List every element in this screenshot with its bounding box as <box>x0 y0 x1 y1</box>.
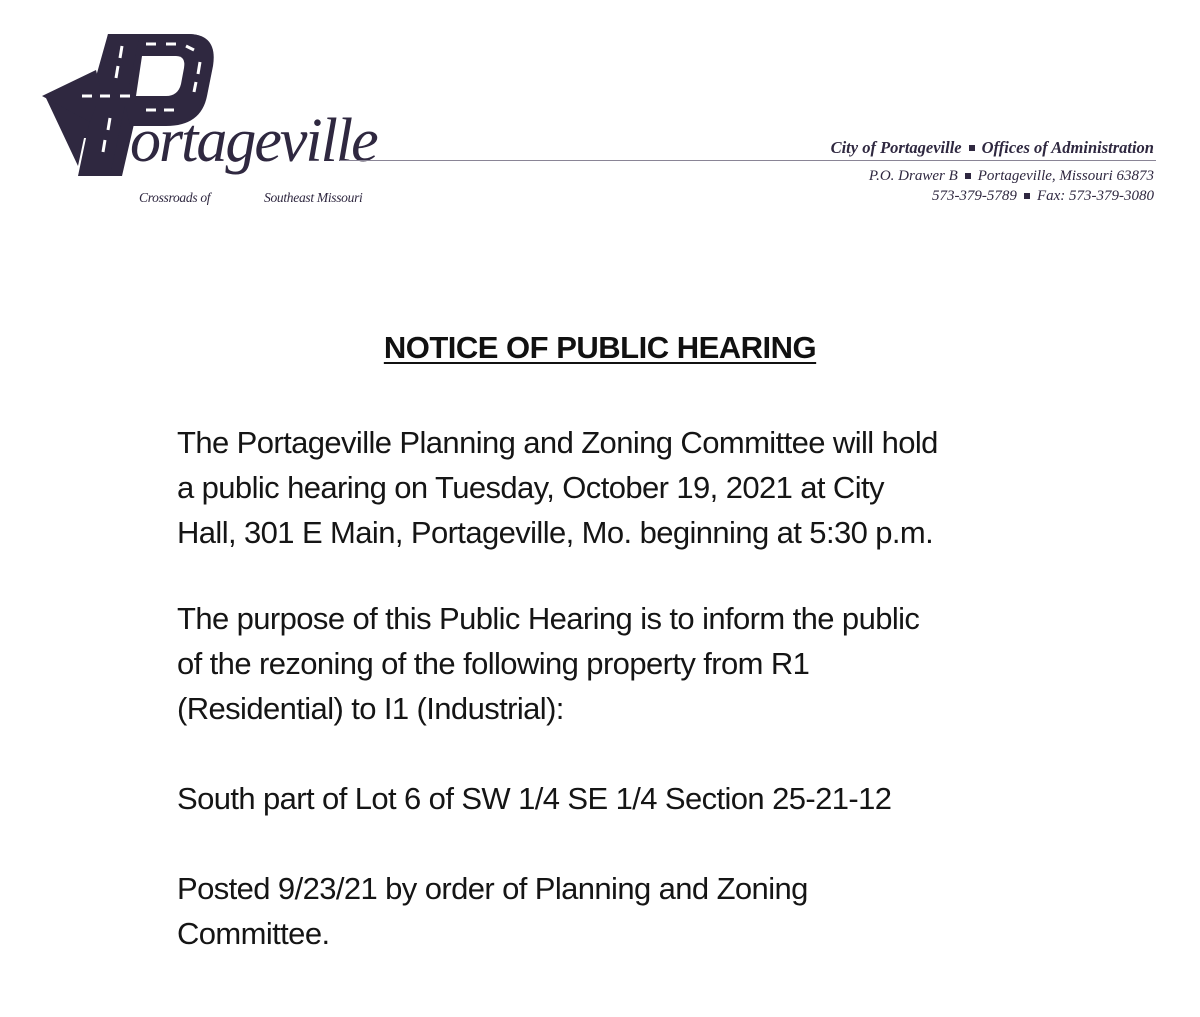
notice-title-text: NOTICE OF PUBLIC HEARING <box>383 330 817 365</box>
logo-tagline-left: Crossroads of <box>139 190 211 205</box>
purpose-paragraph: The purpose of this Public Hearing is to inform the public of the rezoning of the following property from R1 (Residential) to I1 (Industrial): <box>177 601 920 726</box>
hearing-details-paragraph: The Portageville Planning and Zoning Committee will hold a public hearing on Tuesday, October 19, 2021 at City Hall, 301 E Main, Portageville, Mo. beginning at 5:30 p.m. <box>177 425 938 550</box>
property-description: South part of Lot 6 of SW 1/4 SE 1/4 Section 25-21-12 <box>177 781 892 816</box>
office-title-line <box>831 138 1154 158</box>
posted-notice: Posted 9/23/21 by order of Planning and Zoning Committee. <box>177 871 808 951</box>
notice-title <box>0 330 1200 366</box>
office-city: City of Portageville <box>830 138 962 157</box>
portageville-logo <box>38 26 377 205</box>
bullet-separator-icon <box>969 145 975 151</box>
bullet-separator-icon <box>1024 193 1030 199</box>
phone-number: 573-379-5789 <box>931 188 1017 204</box>
letterhead <box>0 0 1200 230</box>
office-dept: Offices of Administration <box>981 138 1154 157</box>
office-contact-block <box>831 138 1154 206</box>
office-phone-line <box>831 186 1154 206</box>
address-po-box: P.O. Drawer B <box>868 168 958 184</box>
logo-wordmark: ortageville <box>130 107 377 175</box>
bullet-separator-icon <box>965 173 971 179</box>
address-city: Portageville, Missouri 63873 <box>977 168 1154 184</box>
fax-number: Fax: 573-379-3080 <box>1036 188 1154 204</box>
logo-tagline-right: Southeast Missouri <box>264 190 363 205</box>
office-address-line <box>831 166 1154 186</box>
